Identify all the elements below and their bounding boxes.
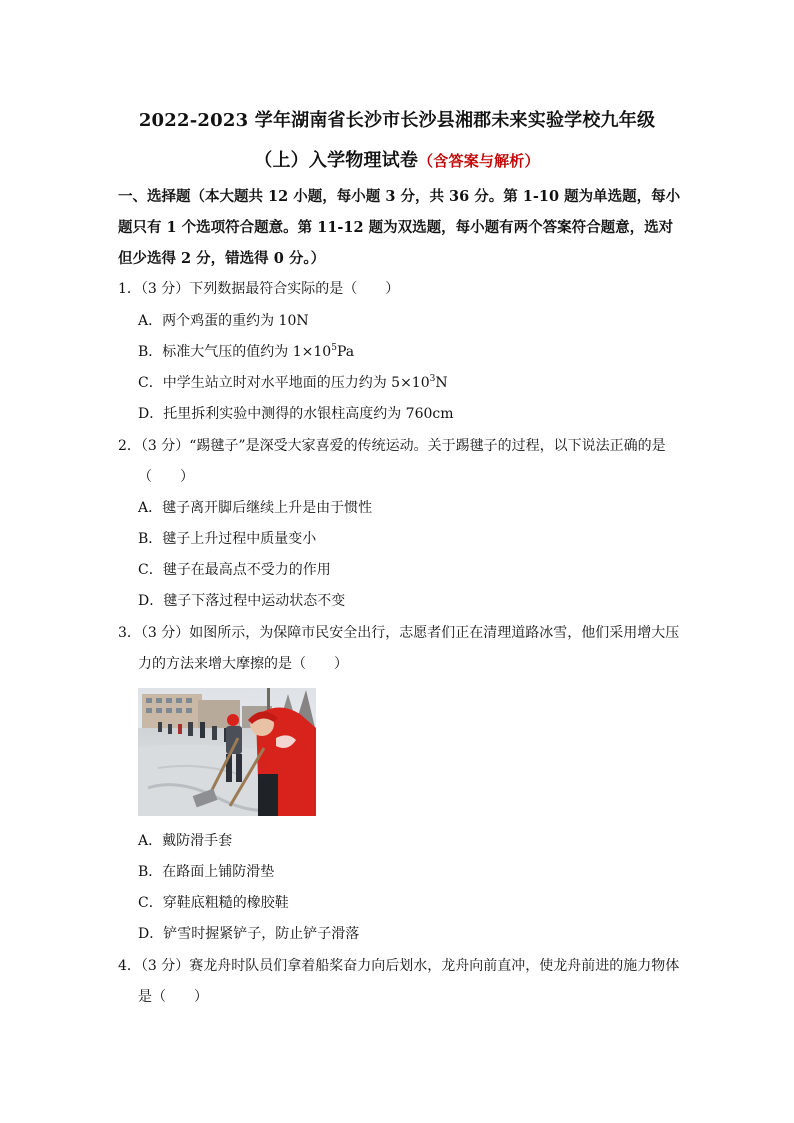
q2-stem: 2．（3 分）“踢毽子”是深受大家喜爱的传统运动。关于踢毽子的过程，以下说法正确的是 [118,438,666,454]
exam-title-line1: 2022-2023 学年湖南省长沙市长沙县湘郡未来实验学校九年级 [138,110,656,131]
q3-stem-cont: 力的方法来增大摩擦的是（ ） [138,656,348,672]
q3-option-c: C．穿鞋底粗糙的橡胶鞋 [138,895,289,911]
q1-stem: 1．（3 分）下列数据最符合实际的是（ ） [118,281,400,297]
q4-stem-cont: 是（ ） [138,989,208,1005]
q1-option-b: B．标准大气压的值约为 $1\times 10^5Pa$ [138,343,355,360]
q3-option-b: B．在路面上铺防滑垫 [138,864,275,880]
q2-option-a: A．毽子离开脚后继续上升是由于惯性 [138,500,373,516]
snow-clearing-photo [138,688,316,816]
snow-clearing-illustration [138,688,316,816]
exam-title-line2 [0,146,794,172]
q3-option-a: A．戴防滑手套 [138,833,233,849]
exam-title-main: （上）入学物理试卷 [254,150,419,171]
section-instructions: 一、选择题（本大题共 12 小题，每小题 3 分，共 36 分。第 1-10 题为单选题，每小题只有 1 个选项符合题意。第 11-12 题为双选题，每小题有两个答案符合题意，选对但少选得 2 分，错选得 0 分。） [118,188,681,267]
q1-option-c: C．中学生站立时对水平地面的压力约为 $5\times 10^3N$ [138,374,448,391]
q4-stem: 4．（3 分）赛龙舟时队员们拿着船桨奋力向后划水，龙舟向前直冲，使龙舟前进的施力物体 [118,958,680,974]
q2-option-c: C．毽子在最高点不受力的作用 [138,562,331,578]
q2-option-b: B．毽子上升过程中质量变小 [138,531,317,547]
q3-stem: 3．（3 分）如图所示，为保障市民安全出行，志愿者们正在清理道路冰雪，他们采用增大压 [118,625,680,641]
q3-option-d: D．铲雪时握紧铲子，防止铲子滑落 [138,926,360,942]
exam-title-note: （含答案与解析） [418,152,540,170]
q1-option-d: D．托里拆利实验中测得的水银柱高度约为 760cm [138,406,454,422]
q2-option-d: D．毽子下落过程中运动状态不变 [138,593,346,609]
q1-option-a: A．两个鸡蛋的重约为 10N [138,313,309,329]
q2-stem-cont: （ ） [138,469,194,485]
